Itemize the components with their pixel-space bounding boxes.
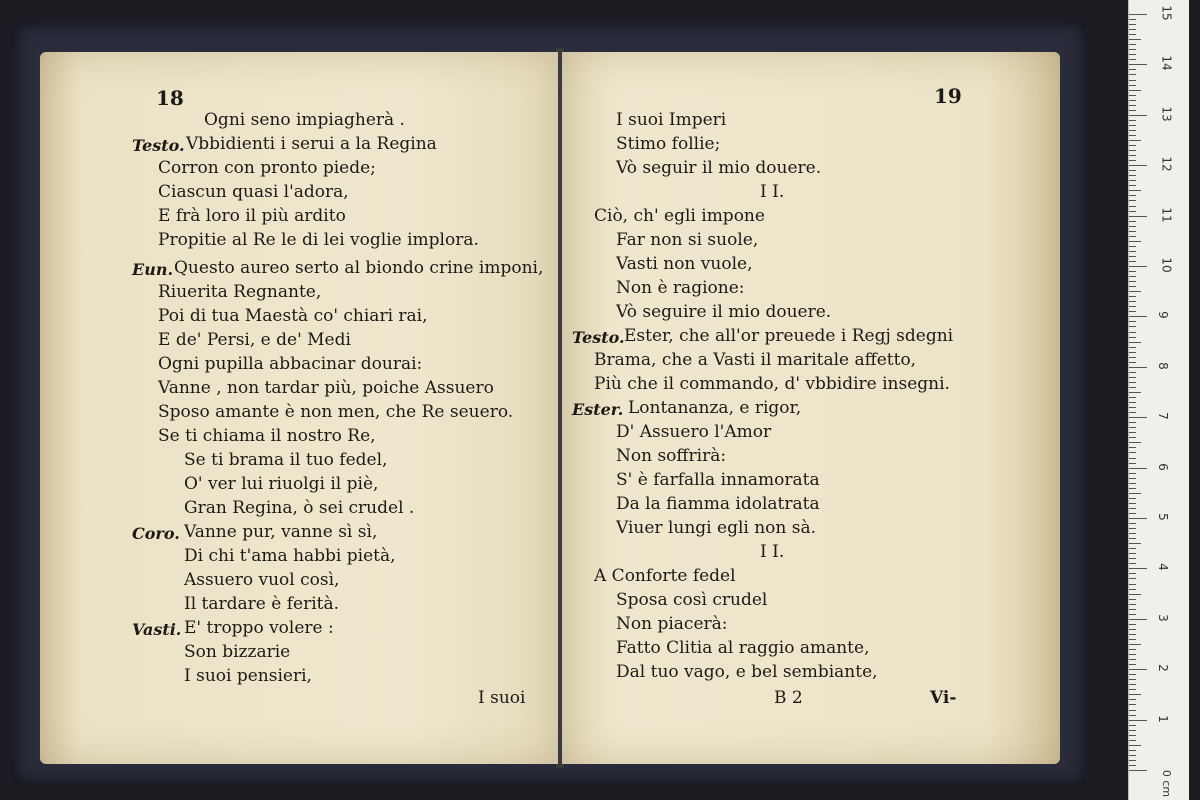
speaker-label: Vasti.	[132, 620, 182, 639]
ruler-tick	[1129, 513, 1136, 514]
ruler-tick	[1129, 589, 1136, 590]
ruler-tick	[1129, 321, 1136, 322]
ruler-tick	[1129, 447, 1136, 448]
ruler-tick	[1129, 251, 1136, 252]
ruler-tick	[1129, 332, 1136, 333]
ruler-tick	[1129, 578, 1136, 579]
measurement-ruler	[1128, 0, 1189, 800]
ruler-tick	[1129, 95, 1136, 96]
verse-line: Brama, che a Vasti il maritale affetto,	[594, 350, 917, 370]
verse-line: Non è ragione:	[616, 278, 745, 298]
ruler-tick	[1129, 538, 1136, 539]
ruler-tick	[1129, 473, 1136, 474]
verse-line: Da la fiamma idolatrata	[616, 494, 820, 514]
verse-line: Vò seguire il mio douere.	[616, 302, 832, 322]
ruler-number: 4	[1155, 563, 1170, 572]
ruler-tick	[1129, 115, 1147, 116]
ruler-tick	[1129, 271, 1136, 272]
ruler-tick	[1129, 699, 1136, 700]
ruler-tick	[1129, 246, 1136, 247]
verse-line: Propitie al Re le di lei voglie implora.	[158, 230, 479, 250]
ruler-tick	[1129, 770, 1147, 771]
ruler-tick	[1129, 684, 1136, 685]
stanza-numeral: I I.	[760, 182, 785, 202]
ruler-number: 15	[1159, 5, 1174, 21]
ruler-tick	[1129, 372, 1136, 373]
ruler-tick	[1129, 392, 1141, 393]
ruler-tick	[1129, 543, 1141, 544]
ruler-tick	[1129, 342, 1141, 343]
ruler-tick	[1129, 74, 1136, 75]
ruler-tick	[1129, 125, 1136, 126]
ruler-tick	[1129, 266, 1147, 267]
ruler-tick	[1129, 211, 1136, 212]
ruler-number: 12	[1159, 156, 1174, 172]
ruler-tick	[1129, 533, 1136, 534]
left-page	[40, 52, 558, 764]
ruler-tick	[1129, 730, 1136, 731]
verse-line: S' è farfalla innamorata	[616, 470, 820, 490]
ruler-tick	[1129, 206, 1136, 207]
ruler-tick	[1129, 750, 1136, 751]
ruler-number: 10	[1159, 257, 1174, 273]
ruler-tick	[1129, 24, 1136, 25]
speaker-label: Coro.	[132, 524, 180, 543]
ruler-tick	[1129, 715, 1136, 716]
verse-line: Vanne , non tardar più, poiche Assuero	[158, 378, 494, 398]
ruler-tick	[1129, 291, 1141, 292]
ruler-tick	[1129, 85, 1136, 86]
ruler-tick	[1129, 256, 1136, 257]
ruler-tick	[1129, 382, 1136, 383]
ruler-tick	[1129, 553, 1136, 554]
ruler-tick	[1129, 568, 1147, 569]
ruler-tick	[1129, 508, 1136, 509]
ruler-number: 7	[1155, 412, 1170, 421]
ruler-tick	[1129, 387, 1136, 388]
ruler-tick	[1129, 110, 1136, 111]
verse-line: Non piacerà:	[616, 614, 728, 634]
speaker-label: Eun.	[132, 260, 174, 279]
verse-line: Viuer lungi egli non sà.	[616, 518, 817, 538]
ruler-tick	[1129, 19, 1136, 20]
ruler-tick	[1129, 478, 1136, 479]
verse-line: Se ti brama il tuo fedel,	[184, 450, 388, 470]
ruler-tick	[1129, 337, 1136, 338]
ruler-tick	[1129, 412, 1136, 413]
speaker-label: Ester.	[572, 400, 624, 419]
ruler-tick	[1129, 679, 1136, 680]
ruler-tick	[1129, 432, 1136, 433]
ruler-tick	[1129, 90, 1141, 91]
verse-line: Poi di tua Maestà co' chiari rai,	[158, 306, 428, 326]
verse-line: Son bizzarie	[184, 642, 291, 662]
ruler-tick	[1129, 326, 1136, 327]
ruler-number: 11	[1159, 206, 1174, 223]
ruler-tick	[1129, 29, 1136, 30]
ruler-tick	[1129, 735, 1136, 736]
ruler-tick	[1129, 528, 1136, 529]
ruler-tick	[1129, 614, 1136, 615]
ruler-tick	[1129, 160, 1136, 161]
ruler-tick	[1129, 316, 1147, 317]
ruler-tick	[1129, 558, 1136, 559]
speaker-label: Testo.	[572, 328, 625, 347]
ruler-tick	[1129, 639, 1136, 640]
ruler-tick	[1129, 14, 1147, 15]
verse-line: Vasti non vuole,	[616, 254, 753, 274]
ruler-tick	[1129, 80, 1136, 81]
catchword: Vi-	[930, 688, 957, 708]
ruler-number: 2	[1155, 664, 1170, 673]
ruler-tick	[1129, 59, 1136, 60]
verse-line: E frà loro il più ardito	[158, 206, 346, 226]
ruler-tick	[1129, 150, 1136, 151]
ruler-tick	[1129, 241, 1141, 242]
ruler-tick	[1129, 609, 1136, 610]
verse-line: Fatto Clitia al raggio amante,	[616, 638, 870, 658]
ruler-tick	[1129, 221, 1136, 222]
ruler-tick	[1129, 468, 1147, 469]
ruler-tick	[1129, 694, 1141, 695]
ruler-tick	[1129, 442, 1141, 443]
verse-line: Sposa così crudel	[616, 590, 768, 610]
verse-line: Ogni pupilla abbacinar dourai:	[158, 354, 423, 374]
ruler-tick	[1129, 130, 1136, 131]
verse-line: Vanne pur, vanne sì sì,	[184, 522, 378, 542]
verse-line: Più che il commando, d' vbbidire insegni.	[594, 374, 950, 394]
ruler-tick	[1129, 720, 1147, 721]
ruler-tick	[1129, 296, 1136, 297]
ruler-tick	[1129, 563, 1136, 564]
verse-line: O' ver lui riuolgi il piè,	[184, 474, 379, 494]
ruler-tick	[1129, 710, 1136, 711]
verse-line: Gran Regina, ò sei crudel .	[184, 498, 415, 518]
ruler-tick	[1129, 34, 1136, 35]
ruler-tick	[1129, 624, 1136, 625]
page-number: 18	[156, 86, 184, 110]
ruler-number: 8	[1155, 361, 1170, 370]
ruler-tick	[1129, 659, 1136, 660]
ruler-tick	[1129, 200, 1136, 201]
ruler-tick	[1129, 619, 1147, 620]
ruler-tick	[1129, 760, 1136, 761]
ruler-tick	[1129, 301, 1136, 302]
ruler-tick	[1129, 311, 1136, 312]
ruler-tick	[1129, 54, 1136, 55]
catchword: I suoi	[478, 688, 526, 708]
ruler-tick	[1129, 669, 1147, 670]
ruler-tick	[1129, 584, 1136, 585]
ruler-tick	[1129, 276, 1136, 277]
ruler-tick	[1129, 357, 1136, 358]
ruler-tick	[1129, 493, 1141, 494]
ruler-tick	[1129, 463, 1136, 464]
ruler-number: 6	[1155, 462, 1170, 471]
ruler-tick	[1129, 367, 1147, 368]
ruler-tick	[1129, 165, 1147, 166]
ruler-tick	[1129, 190, 1141, 191]
verse-line: Se ti chiama il nostro Re,	[158, 426, 376, 446]
ruler-tick	[1129, 120, 1136, 121]
verse-line: Far non si suole,	[616, 230, 759, 250]
ruler-tick	[1129, 599, 1136, 600]
ruler-tick	[1129, 654, 1136, 655]
ruler-tick	[1129, 281, 1136, 282]
verse-line: Stimo follie;	[616, 134, 721, 154]
ruler-tick	[1129, 488, 1136, 489]
verse-line: D' Assuero l'Amor	[616, 422, 772, 442]
ruler-tick	[1129, 377, 1136, 378]
ruler-tick	[1129, 725, 1136, 726]
ruler-tick	[1129, 362, 1136, 363]
ruler-tick	[1129, 427, 1136, 428]
ruler-number: 1	[1155, 714, 1170, 723]
ruler-tick	[1129, 226, 1136, 227]
ruler-tick	[1129, 145, 1136, 146]
verse-line: Ciò, ch' egli impone	[594, 206, 765, 226]
verse-line: Lontananza, e rigor,	[628, 398, 802, 418]
ruler-tick	[1129, 135, 1136, 136]
ruler-tick	[1129, 483, 1136, 484]
verse-line: I suoi Imperi	[616, 110, 727, 130]
ruler-tick	[1129, 634, 1136, 635]
ruler-tick	[1129, 286, 1136, 287]
ruler-number: 3	[1155, 613, 1170, 622]
ruler-tick	[1129, 452, 1136, 453]
ruler-tick	[1129, 397, 1136, 398]
ruler-tick	[1129, 458, 1136, 459]
ruler-tick	[1129, 180, 1136, 181]
ruler-tick	[1129, 674, 1136, 675]
ruler-tick	[1129, 740, 1136, 741]
ruler-tick	[1129, 140, 1141, 141]
ruler-number: 9	[1155, 311, 1170, 320]
ruler-tick	[1129, 216, 1147, 217]
verse-line: Di chi t'ama habbi pietà,	[184, 546, 396, 566]
ruler-tick	[1129, 422, 1136, 423]
verse-line: Riuerita Regnante,	[158, 282, 322, 302]
verse-line: Corron con pronto piede;	[158, 158, 376, 178]
right-page	[562, 52, 1060, 764]
verse-line: Ciascun quasi l'adora,	[158, 182, 349, 202]
verse-line: Questo aureo serto al biondo crine imponi,	[174, 258, 544, 278]
ruler-tick	[1129, 100, 1136, 101]
ruler-tick	[1129, 306, 1136, 307]
stanza-numeral: I I.	[760, 542, 785, 562]
verse-line: Sposo amante è non men, che Re seuero.	[158, 402, 514, 422]
verse-line: Il tardare è ferità.	[184, 594, 340, 614]
ruler-tick	[1129, 437, 1136, 438]
verse-line: A Conforte fedel	[594, 566, 736, 586]
verse-line: Ester, che all'or preuede i Regj sdegni	[624, 326, 954, 346]
ruler-tick	[1129, 689, 1136, 690]
ruler-tick	[1129, 704, 1136, 705]
ruler-unit-label: 0 cm	[1160, 769, 1174, 798]
ruler-tick	[1129, 105, 1136, 106]
ruler-tick	[1129, 498, 1136, 499]
ruler-tick	[1129, 755, 1136, 756]
ruler-tick	[1129, 347, 1136, 348]
ruler-tick	[1129, 49, 1136, 50]
verse-line: E' troppo volere :	[184, 618, 334, 638]
ruler-tick	[1129, 261, 1136, 262]
signature-mark: B 2	[774, 688, 803, 708]
ruler-tick	[1129, 594, 1141, 595]
ruler-tick	[1129, 417, 1147, 418]
ruler-tick	[1129, 231, 1136, 232]
ruler-tick	[1129, 745, 1141, 746]
ruler-tick	[1129, 195, 1136, 196]
ruler-tick	[1129, 518, 1147, 519]
page-number: 19	[934, 84, 962, 108]
ruler-number: 14	[1159, 55, 1174, 72]
ruler-number: 5	[1155, 513, 1170, 521]
ruler-tick	[1129, 39, 1141, 40]
ruler-tick	[1129, 664, 1136, 665]
ruler-number: 13	[1159, 106, 1174, 122]
ruler-tick	[1129, 44, 1136, 45]
ruler-tick	[1129, 185, 1136, 186]
verse-line: Assuero vuol così,	[184, 570, 340, 590]
verse-line: Dal tuo vago, e bel sembiante,	[616, 662, 878, 682]
verse-line: Non soffrirà:	[616, 446, 727, 466]
verse-line: Vò seguir il mio douere.	[616, 158, 822, 178]
verse-line: E de' Persi, e de' Medi	[158, 330, 351, 350]
ruler-tick	[1129, 236, 1136, 237]
ruler-tick	[1129, 352, 1136, 353]
ruler-tick	[1129, 503, 1136, 504]
ruler-tick	[1129, 765, 1136, 766]
verse-line: I suoi pensieri,	[184, 666, 312, 686]
verse-line: Ogni seno impiagherà .	[204, 110, 405, 130]
ruler-tick	[1129, 170, 1136, 171]
ruler-tick	[1129, 644, 1141, 645]
ruler-tick	[1129, 155, 1136, 156]
ruler-tick	[1129, 64, 1147, 65]
verse-line: Vbbidienti i serui a la Regina	[186, 134, 437, 154]
ruler-tick	[1129, 523, 1136, 524]
ruler-tick	[1129, 175, 1136, 176]
ruler-tick	[1129, 69, 1136, 70]
ruler-tick	[1129, 407, 1136, 408]
ruler-tick	[1129, 629, 1136, 630]
speaker-label: Testo.	[132, 136, 185, 155]
ruler-tick	[1129, 402, 1136, 403]
ruler-tick	[1129, 649, 1136, 650]
ruler-tick	[1129, 604, 1136, 605]
ruler-tick	[1129, 573, 1136, 574]
ruler-tick	[1129, 548, 1136, 549]
